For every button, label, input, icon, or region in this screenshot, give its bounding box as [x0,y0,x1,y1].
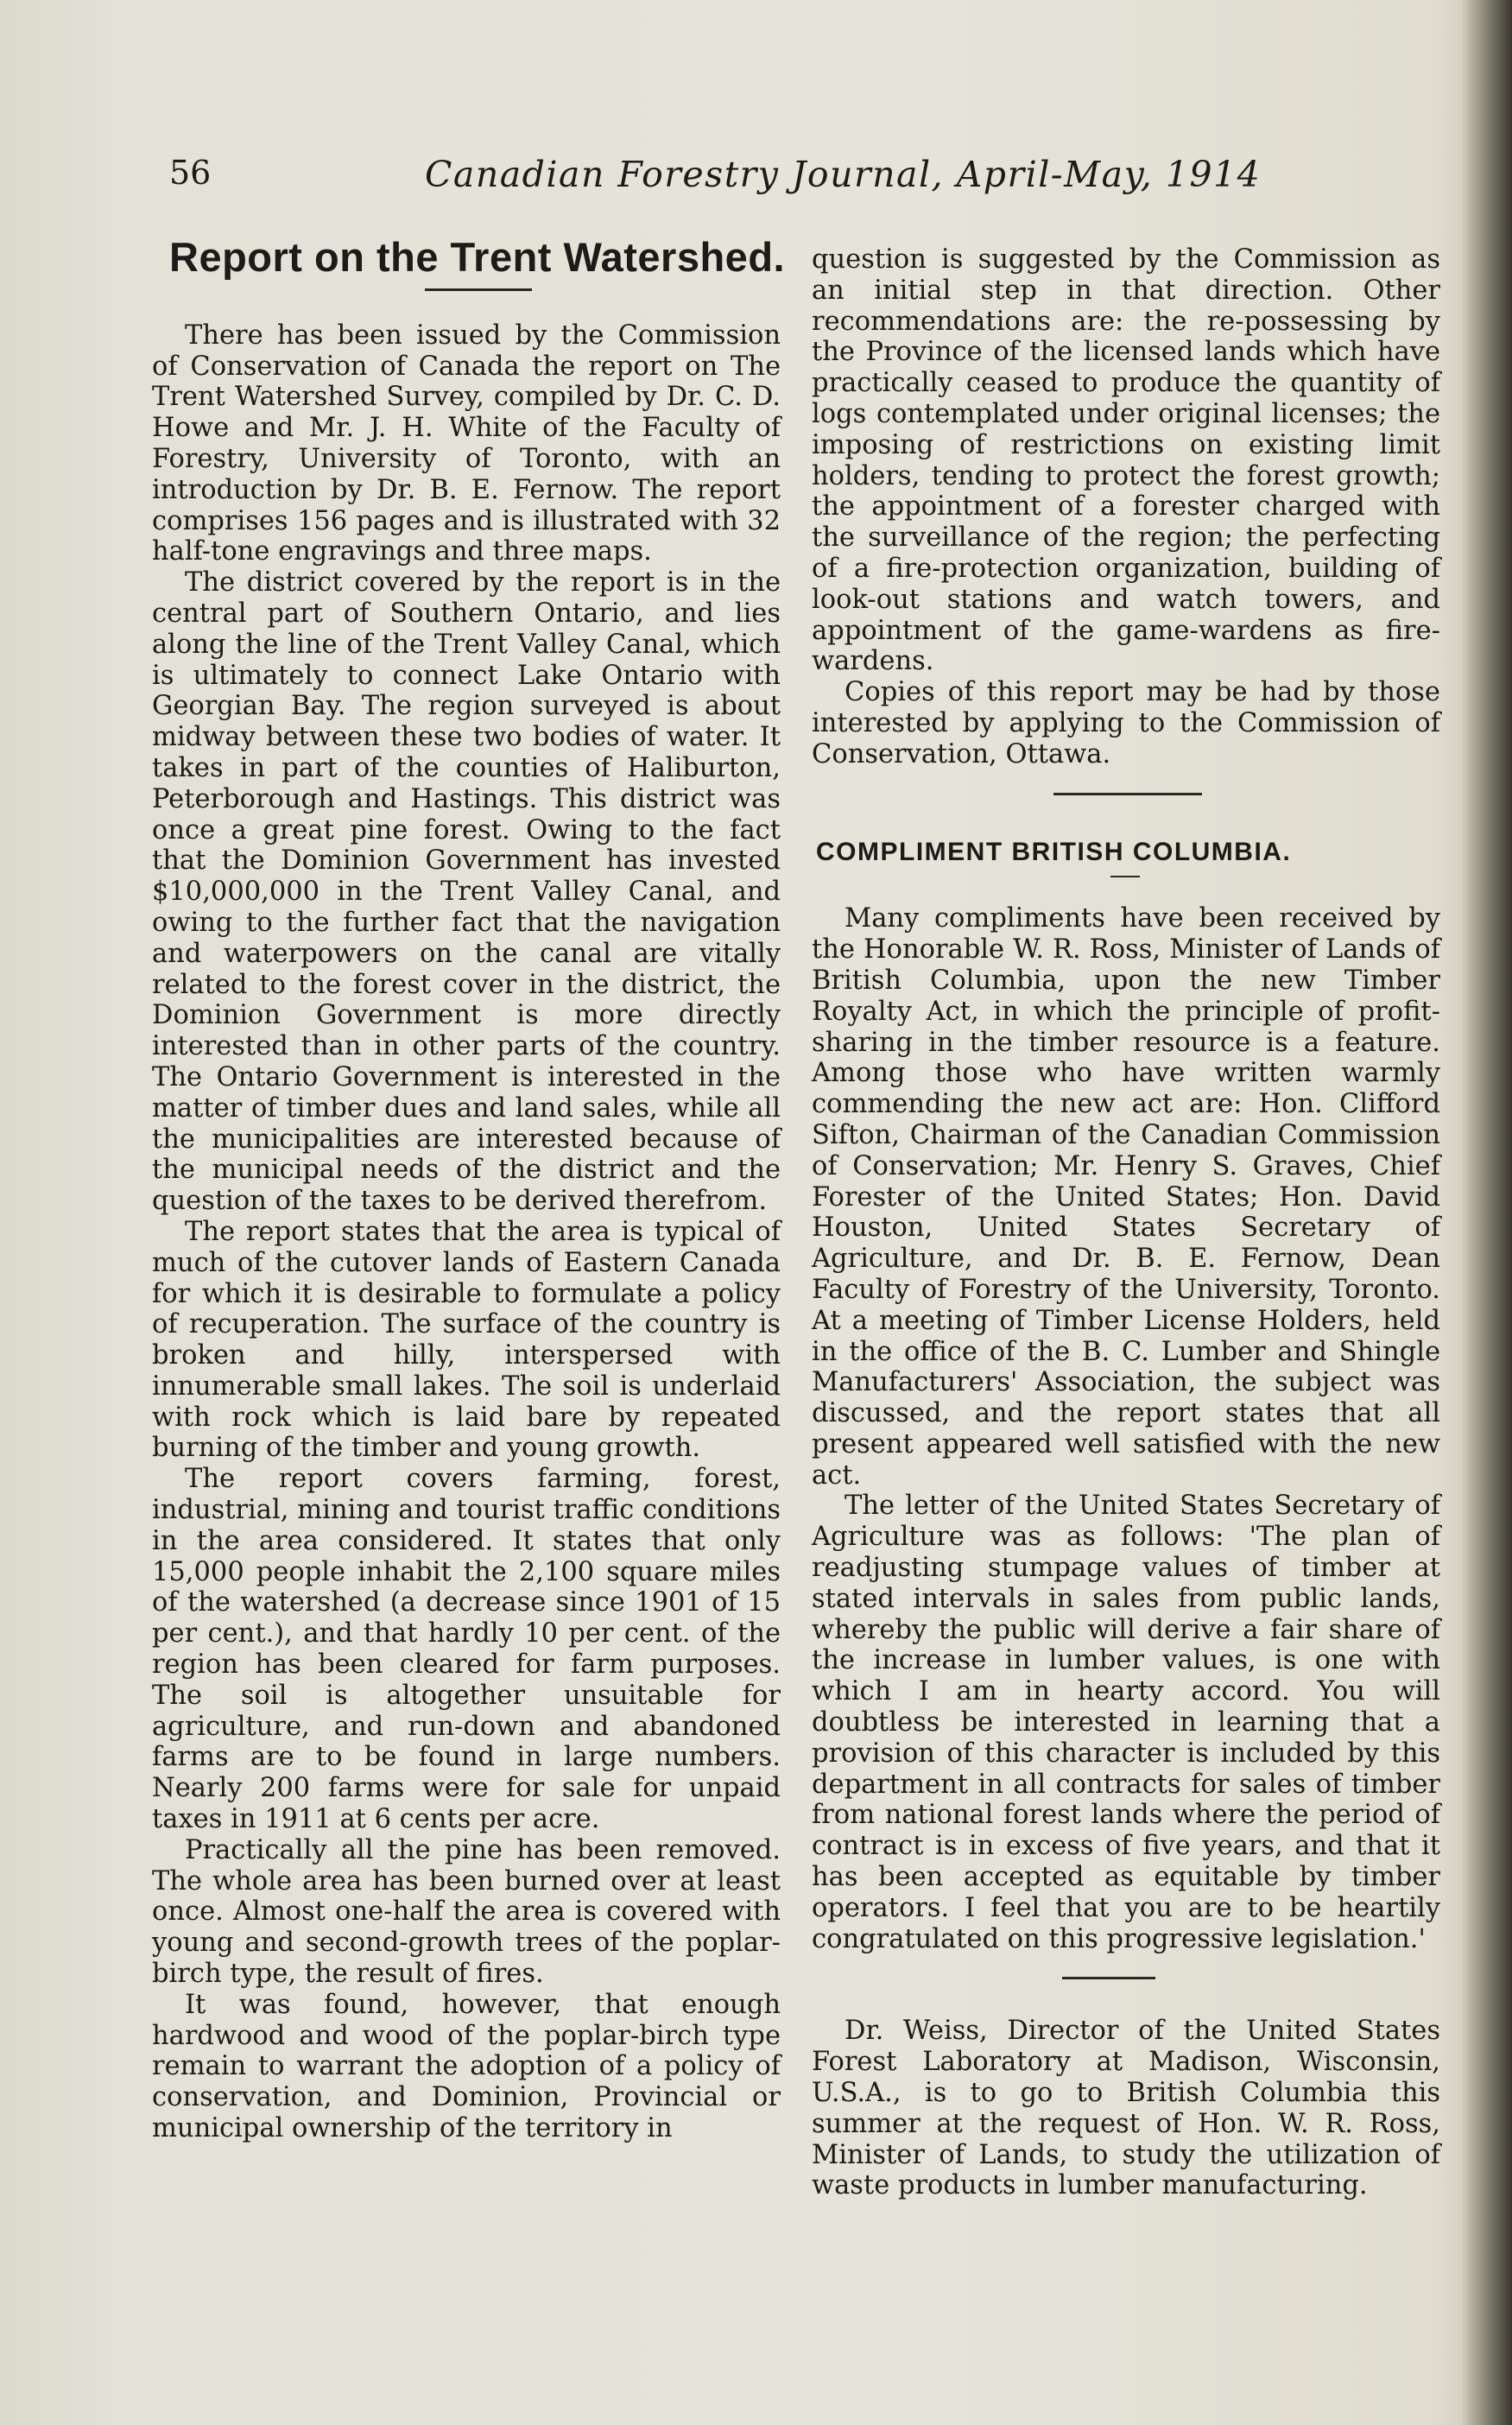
right-column [812,244,1440,2201]
article-paragraph: Practically all the pine has been removed. The whole area has been burned over at least once. Almost one-half the area is covered with young and second-growth trees of the poplar-birch type, the result of fires. [152,1834,781,1990]
subhead-rule [1110,876,1140,877]
article-paragraph: There has been issued by the Commission of Conservation of Canada the report on The Trent Watershed Survey, compiled by Dr. C. D. Howe and Mr. J. H. White of the Faculty of Forestry, University of Toronto, with an introduction by Dr. B. E. Fernow. The report comprises 156 pages and is illustrated with 32 half-tone engravings and three maps. [152,320,781,567]
article-paragraph: The letter of the United States Secretary of Agriculture was as follows: 'The plan of readjusting stumpage values of timber at stated intervals in sales from public lands, whereby the public will derive a fair share of the increase in lumber values, is one with which I am in hearty accord. You will doubtless be interested in learning that a provision of this character is included by this department in all contracts for sales of timber from national forest lands where the period of contract is in excess of five years, and that it has been accepted as equitable by timber operators. I feel that you are to be heartily congratulated on this progressive legislation.' [812,1491,1440,1954]
article-paragraph: The report covers farming, forest, industrial, mining and tourist traffic conditions in the area considered. It states that only 15,000 people inhabit the 2,100 square miles of the watershed (a decrease since 1901 of 15 per cent.), and that hardly 10 per cent. of the region has been cleared for farm purposes. The soil is altogether unsuitable for agriculture, and run-down and abandoned farms are to be found in large numbers. Nearly 200 farms were for sale for unpaid taxes in 1911 at 6 cents per acre. [152,1464,781,1835]
article-paragraph: Many compliments have been received by the Honorable W. R. Ross, Minister of Lands of British Columbia, upon the new Timber Royalty Act, in which the principle of profit-sharing in the timber resource is a feature. Among those who have written warmly commending the new act are: Hon. Clifford Sifton, Chairman of the Canadian Commission of Conservation; Mr. Henry S. Graves, Chief Forester of the United States; Hon. David Houston, United States Secretary of Agriculture, and Dr. B. E. Fernow, Dean Faculty of Forestry of the University, Toronto. At a meeting of Timber License Holders, held in the office of the B. C. Lumber and Shingle Manufacturers' Association, the subject was discussed, and the report states that all present appeared well satisfied with the new act. [812,903,1440,1491]
article-title-compliment-british-columbia: COMPLIMENT BRITISH COLUMBIA. [816,837,1292,866]
article-title-trent-watershed: Report on the Trent Watershed. [169,234,786,280]
journal-running-title: Canadian Forestry Journal, April-May, 1914 [425,154,1262,195]
article-paragraph: The report states that the area is typical of much of the cutover lands of Eastern Canada for which it is desirable to formulate a policy of recuperation. The surface of the country is broken and hilly, interspersed with innumerable small lakes. The soil is underlaid with rock which is laid bare by repeated burning of the timber and young growth. [152,1216,781,1464]
binding-edge-shadow [1462,0,1512,2425]
page-number: 56 [169,154,212,192]
article-paragraph: Dr. Weiss, Director of the United States Forest Laboratory at Madison, Wisconsin, U.S.A., is to go to British Columbia this summer at the request of Hon. W. R. Ross, Minister of Lands, to study the utilization of waste products in lumber manufacturing. [812,2016,1440,2201]
section-divider [1053,793,1202,795]
title-rule [425,288,532,291]
left-column [152,231,786,2144]
article-paragraph-continued: question is suggested by the Commission as an initial step in that direction. Other recommendations are: the re-possessing by the Province of the licensed lands which have practically ceased to produce the quantity of logs contemplated under original licenses; the imposing of restrictions on existing limit holders, tending to protect the forest growth; the appointment of a forester charged with the surveillance of the region; the perfecting of a fire-protection organization, building of look-out stations and watch towers, and appointment of the game-wardens as fire-wardens. [812,244,1440,677]
article-paragraph: It was found, however, that enough hardwood and wood of the poplar-birch type remain to warrant the adoption of a policy of conservation, and Dominion, Provincial or municipal ownership of the territory in [152,1989,781,2144]
article-paragraph: The district covered by the report is in the central part of Southern Ontario, and lies along the line of the Trent Valley Canal, which is ultimately to connect Lake Ontario with Georgian Bay. The region surveyed is about midway between these two bodies of water. It takes in part of the counties of Haliburton, Peterborough and Hastings. This district was once a great pine forest. Owing to the fact that the Dominion Government has invested $10,000,000 in the Trent Valley Canal, and owing to the further fact that the navigation and waterpowers on the canal are vitally related to the forest cover in the district, the Dominion Government is more directly interested than in other parts of the country. The Ontario Government is interested in the matter of timber dues and land sales, while all the municipalities are interested because of the municipal needs of the district and the question of the taxes to be derived therefrom. [152,567,781,1217]
section-divider [1062,1977,1155,1979]
page-header [169,154,1465,206]
article-paragraph: Copies of this report may be had by those interested by applying to the Commission of Conservation, Ottawa. [812,677,1440,769]
